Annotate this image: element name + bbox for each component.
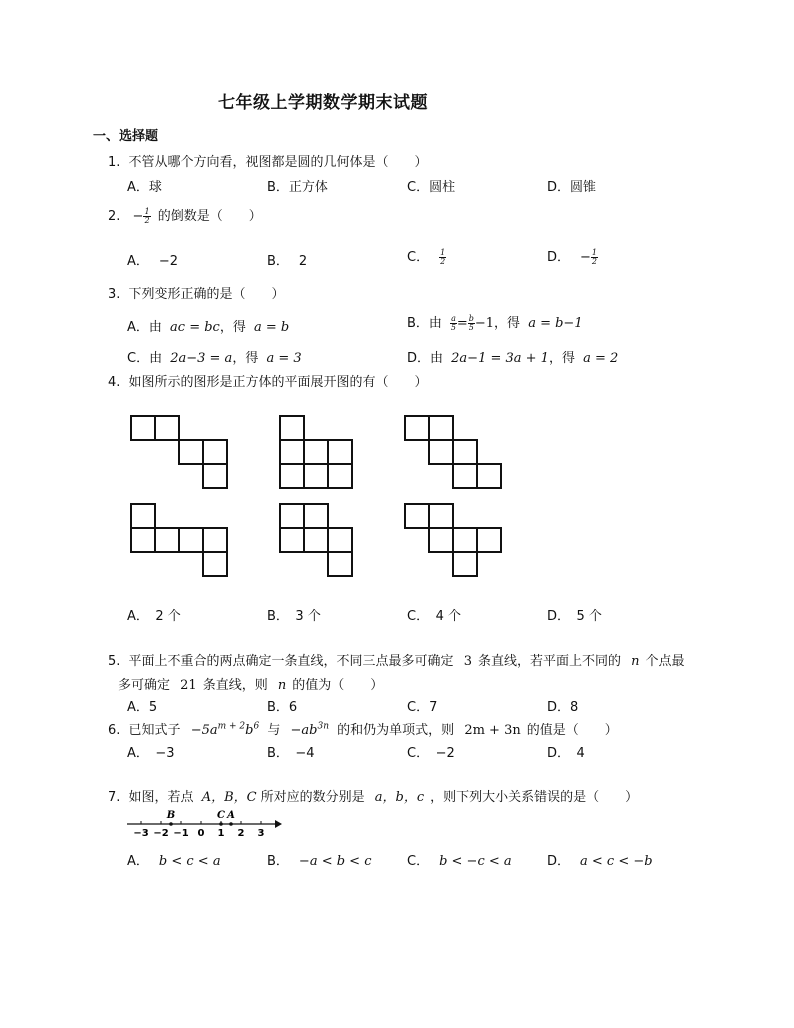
option-a: A． 2 个 (127, 609, 181, 624)
question-5-line-2: 多可确定 21 条直线，则 n 的值为（ ） (118, 678, 384, 693)
option-c: C．由 2a−3 = a，得 a = 3 (127, 351, 302, 366)
option-d: D． 5 个 (547, 609, 602, 624)
option-a: A．球 (127, 180, 162, 195)
question-1 (108, 151, 428, 170)
question-3 (108, 283, 285, 302)
option-d: D．圆锥 (547, 180, 597, 195)
question-text: 不管从哪个方向看，视图都是圆的几何体是（ ） (128, 155, 428, 170)
question-6: 6. 已知式子 $-5a^{m + 2}b^6$ 与 $-ab^{3n}$ 的和仍为单项式，则 2m + 3n 的值是（ ） (108, 721, 618, 738)
option-c: C． 4 个 (407, 609, 461, 624)
number-line-tick-label: −3 (133, 828, 149, 839)
number-line-tick-label: 3 (257, 828, 265, 839)
number-line-tick-label: 0 (197, 828, 205, 839)
question-5: 5. 平面上不重合的两点确定一条直线，不同三点最多可确定 3 条直线，若平面上不同的 n 个点最 (108, 654, 685, 669)
option-d: D． 4 (547, 746, 585, 761)
number-line-point-label: A (227, 810, 235, 821)
number-line-point-label: B (166, 810, 176, 821)
number-line-point-label: C (217, 810, 225, 821)
option-b: B．由 $\frac{a}{5}$ = $\frac{b}{5}$ −1，得 a = b−1 (407, 314, 583, 332)
number-line-point-b (169, 822, 173, 826)
option-b: B．正方体 (267, 180, 328, 195)
question-7: 7. 如图，若点 A，B，C 所对应的数分别是 a，b，c ，则下列大小关系错误的是（ ） (108, 790, 639, 805)
option-c: C． $\frac{1}{2}$ (407, 248, 446, 266)
math-expr: − (132, 209, 144, 224)
option-b: B． 3 个 (267, 609, 321, 624)
option-d: D． a < c < −b (547, 854, 653, 869)
option-c: C．7 (407, 700, 438, 715)
page-title: 七年级上学期数学期末试题 (218, 93, 428, 113)
number-line-point-a (229, 822, 233, 826)
section-heading: 一、选择题 (93, 129, 159, 144)
number-line-tick-label: 1 (217, 828, 225, 839)
number-line-point-c (219, 822, 223, 826)
option-d: D．8 (547, 700, 579, 715)
question-text: 下列变形正确的是（ ） (128, 287, 285, 302)
option-a: A．5 (127, 700, 158, 715)
number-line (125, 808, 285, 840)
question-number: 6. (108, 723, 121, 738)
question-number: 4. (108, 375, 121, 390)
question-number: 3. (108, 287, 121, 302)
cube-nets-figure (125, 410, 510, 585)
option-a: A． −2 (127, 254, 179, 269)
question-number: 7. (108, 790, 121, 805)
fraction: $\frac{1}{2}$ (144, 207, 150, 225)
cube-net-5 (280, 504, 352, 576)
option-c: C．圆柱 (407, 180, 456, 195)
option-c: C． −2 (407, 746, 455, 761)
option-d: D．由 2a−1 = 3a + 1，得 a = 2 (407, 351, 619, 366)
number-line-tick-label: 2 (237, 828, 245, 839)
number-line-tick-label: −1 (173, 828, 189, 839)
option-a: A．由 ac = bc，得 a = b (127, 320, 290, 335)
number-line-tick-label: −2 (153, 828, 169, 839)
question-text: 的倒数是（ ） (157, 209, 262, 224)
question-number: 5. (108, 654, 121, 669)
question-4 (108, 371, 428, 390)
cube-net-2 (280, 416, 352, 488)
cube-net-3 (405, 416, 501, 488)
option-b: B． 2 (267, 254, 308, 269)
question-2 (108, 205, 262, 225)
question-text: 如图所示的图形是正方体的平面展开图的有（ ） (128, 375, 428, 390)
option-b: B． −4 (267, 746, 315, 761)
option-d: D． − $\frac{1}{2}$ (547, 248, 598, 266)
option-a: A． b < c < a (127, 854, 221, 869)
option-b: B． −a < b < c (267, 854, 372, 869)
option-b: B．6 (267, 700, 298, 715)
option-a: A． −3 (127, 746, 175, 761)
question-number: 1. (108, 155, 121, 170)
question-number: 2. (108, 209, 121, 224)
cube-net-6 (405, 504, 501, 576)
cube-net-1 (131, 416, 227, 488)
option-c: C． b < −c < a (407, 854, 512, 869)
cube-net-4 (131, 504, 227, 576)
arrow-icon (275, 820, 282, 828)
